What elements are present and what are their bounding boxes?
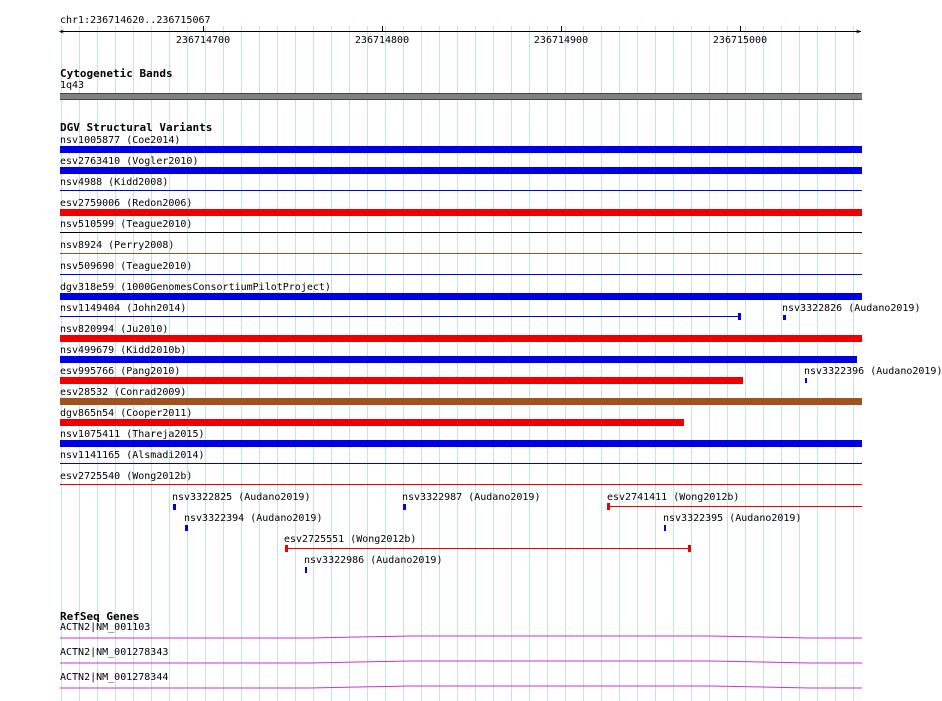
grid-line	[565, 26, 566, 701]
grid-line	[529, 26, 530, 701]
cytoband-label: 1q43	[60, 80, 85, 91]
grid-line	[331, 26, 332, 701]
feature-bar[interactable]	[286, 548, 690, 549]
variant-label: nsv509690 (Teague2010)	[60, 261, 193, 272]
variant-bar[interactable]	[60, 377, 743, 384]
feature-bar[interactable]	[305, 567, 307, 573]
feature-bar-cap	[285, 545, 288, 552]
grid-line	[241, 26, 242, 701]
variant-bar[interactable]	[60, 356, 857, 363]
grid-line	[403, 26, 404, 701]
gene-label: ACTN2|NM_001278344	[60, 672, 169, 683]
feature-bar[interactable]	[783, 315, 786, 320]
location-label: chr1:236714620..236715067	[60, 15, 211, 26]
variant-label: nsv510599 (Teague2010)	[60, 219, 193, 230]
variant-bar[interactable]	[60, 146, 862, 153]
refseq-track-title: RefSeq Genes	[60, 610, 140, 623]
feature-bar[interactable]	[608, 506, 862, 507]
feature-label: nsv3322986 (Audano2019)	[304, 555, 443, 566]
variant-bar[interactable]	[60, 440, 862, 447]
gene-line	[60, 636, 862, 638]
grid-line	[817, 26, 818, 701]
variant-bar[interactable]	[60, 253, 862, 254]
variant-label: nsv4988 (Kidd2008)	[60, 177, 169, 188]
variant-label: nsv1005877 (Coe2014)	[60, 135, 181, 146]
grid-line	[799, 26, 800, 701]
feature-label: nsv3322825 (Audano2019)	[172, 492, 311, 503]
grid-line	[295, 26, 296, 701]
gene-model[interactable]	[60, 634, 862, 640]
ruler-tick-label: 236714900	[533, 35, 589, 46]
variant-bar[interactable]	[60, 316, 740, 317]
variant-label: dgv318e59 (1000GenomesConsortiumPilotProject)	[60, 282, 331, 293]
ruler-tick-label: 236714700	[175, 35, 231, 46]
feature-bar[interactable]	[664, 525, 666, 531]
gene-label: ACTN2|NM_001103	[60, 622, 151, 633]
variant-label: nsv499679 (Kidd2010b)	[60, 345, 187, 356]
grid-line	[763, 26, 764, 701]
grid-line	[691, 26, 692, 701]
ruler-tick-label: 236714800	[354, 35, 410, 46]
variant-label: nsv1075411 (Thareja2015)	[60, 429, 205, 440]
grid-line	[637, 26, 638, 701]
grid-line	[781, 26, 782, 701]
grid-line	[601, 26, 602, 701]
grid-line	[475, 26, 476, 701]
ruler-tick	[561, 26, 562, 32]
variant-label: esv28532 (Conrad2009)	[60, 387, 187, 398]
ruler-right-arrow: >	[856, 27, 861, 36]
feature-label: nsv3322394 (Audano2019)	[184, 513, 323, 524]
variant-bar-cap	[738, 313, 741, 320]
grid-line	[727, 26, 728, 701]
ruler-tick	[740, 26, 741, 32]
grid-line	[583, 26, 584, 701]
cytoband-bar[interactable]	[60, 93, 862, 100]
grid-line	[223, 26, 224, 701]
grid-line	[709, 26, 710, 701]
dgv-track-title: DGV Structural Variants	[60, 121, 213, 134]
grid-line	[439, 26, 440, 701]
variant-label: esv2763410 (Vogler2010)	[60, 156, 199, 167]
grid-line	[277, 26, 278, 701]
grid-line	[457, 26, 458, 701]
ruler-tick-label: 236715000	[712, 35, 768, 46]
feature-label: esv2741411 (Wong2012b)	[607, 492, 740, 503]
feature-label: nsv3322395 (Audano2019)	[663, 513, 802, 524]
grid-line	[673, 26, 674, 701]
grid-line	[511, 26, 512, 701]
gene-model[interactable]	[60, 684, 862, 690]
grid-line	[385, 26, 386, 701]
feature-label: nsv3322396 (Audano2019)	[804, 366, 942, 377]
variant-bar[interactable]	[60, 463, 862, 464]
variant-label: nsv1149404 (John2014)	[60, 303, 187, 314]
feature-label: nsv3322987 (Audano2019)	[402, 492, 541, 503]
ruler-left-arrow: <	[59, 27, 64, 36]
variant-bar[interactable]	[60, 293, 862, 300]
variant-bar[interactable]	[60, 209, 862, 216]
grid-line	[547, 26, 548, 701]
gene-model[interactable]	[60, 659, 862, 665]
variant-bar[interactable]	[60, 232, 862, 233]
variant-label: esv2725540 (Wong2012b)	[60, 471, 193, 482]
feature-label: esv2725551 (Wong2012b)	[284, 534, 417, 545]
variant-label: nsv1141165 (Alsmadi2014)	[60, 450, 205, 461]
grid-line	[853, 26, 854, 701]
variant-bar[interactable]	[60, 398, 862, 405]
feature-bar[interactable]	[805, 378, 807, 383]
feature-bar-cap	[607, 503, 610, 510]
variant-bar[interactable]	[60, 167, 862, 174]
ruler-tick	[203, 26, 204, 32]
feature-bar[interactable]	[173, 504, 176, 510]
gene-line	[60, 686, 862, 688]
variant-label: nsv820994 (Ju2010)	[60, 324, 169, 335]
variant-label: esv2759006 (Redon2006)	[60, 198, 193, 209]
feature-label: nsv3322826 (Audano2019)	[782, 303, 921, 314]
variant-bar[interactable]	[60, 274, 862, 275]
cytoband-track-title: Cytogenetic Bands	[60, 67, 173, 80]
feature-bar[interactable]	[403, 504, 406, 510]
grid-line	[367, 26, 368, 701]
ruler-line	[61, 31, 861, 32]
variant-bar[interactable]	[60, 484, 862, 485]
variant-bar[interactable]	[60, 335, 862, 342]
grid-line	[493, 26, 494, 701]
gene-label: ACTN2|NM_001278343	[60, 647, 169, 658]
grid-line	[349, 26, 350, 701]
ruler-tick	[382, 26, 383, 32]
grid-line	[619, 26, 620, 701]
variant-bar[interactable]	[60, 419, 684, 426]
grid-line	[421, 26, 422, 701]
grid-line	[655, 26, 656, 701]
variant-label: nsv8924 (Perry2008)	[60, 240, 175, 251]
grid-line	[313, 26, 314, 701]
variant-bar[interactable]	[60, 190, 862, 191]
feature-bar-cap	[688, 545, 691, 552]
gene-line	[60, 661, 862, 663]
grid-line	[745, 26, 746, 701]
variant-label: esv995766 (Pang2010)	[60, 366, 181, 377]
feature-bar[interactable]	[185, 525, 188, 531]
grid-line	[259, 26, 260, 701]
variant-label: dgv865n54 (Cooper2011)	[60, 408, 193, 419]
grid-line	[835, 26, 836, 701]
